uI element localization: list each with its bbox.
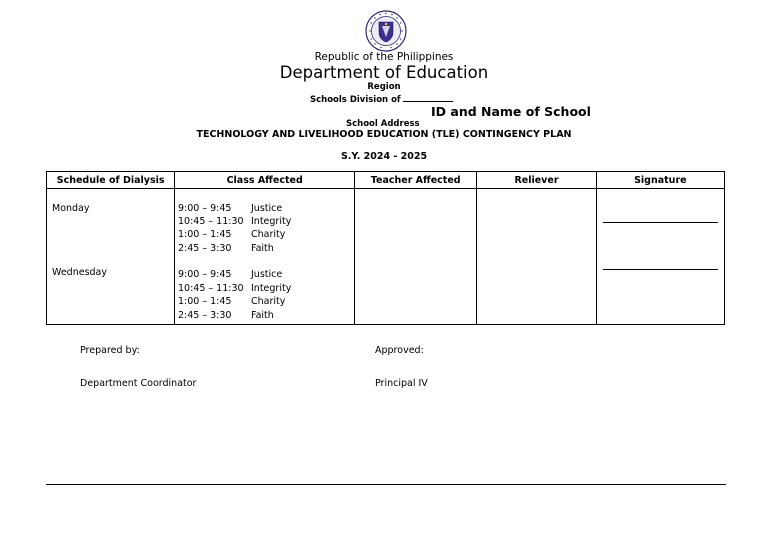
- approved-role: Principal IV: [375, 378, 428, 389]
- schedule-day-monday: Monday: [52, 203, 90, 214]
- class-line: [178, 296, 285, 307]
- prepared-by-label: Prepared by:: [80, 345, 140, 356]
- class-line: [178, 203, 282, 214]
- class-time: 1:00 – 1:45: [178, 229, 232, 240]
- plan-title: TECHNOLOGY AND LIVELIHOOD EDUCATION (TLE) CONTINGENCY PLAN: [196, 129, 572, 140]
- school-year: S.Y. 2024 - 2025: [340, 151, 428, 162]
- division-blank-line: [403, 93, 453, 102]
- cell-signature[interactable]: [596, 189, 724, 325]
- header-school-address: School Address: [346, 119, 420, 129]
- class-section: Integrity: [251, 283, 292, 294]
- signature-line-monday[interactable]: [603, 222, 718, 223]
- class-section: Charity: [251, 296, 286, 307]
- class-section: Faith: [251, 310, 274, 321]
- class-time: 10:45 – 11:30: [178, 216, 244, 227]
- class-line: [178, 243, 274, 254]
- class-line: [178, 216, 291, 227]
- class-section: Justice: [251, 203, 283, 214]
- header-region: Region: [367, 82, 401, 92]
- class-line: [178, 269, 282, 280]
- approved-label: Approved:: [375, 345, 424, 356]
- header-department: Department of Education: [279, 63, 489, 82]
- table-header-row: [47, 172, 725, 189]
- header-republic: Republic of the Philippines: [314, 51, 454, 63]
- schedule-day-wednesday: Wednesday: [52, 267, 108, 278]
- class-time: 9:00 – 9:45: [178, 203, 232, 214]
- class-time: 10:45 – 11:30: [178, 283, 244, 294]
- class-section: Integrity: [251, 216, 292, 227]
- footer-divider: [46, 484, 726, 485]
- class-section: Justice: [251, 269, 283, 280]
- class-line: [178, 310, 274, 321]
- th-schedule: Schedule of Dialysis: [47, 172, 175, 189]
- class-section: Charity: [251, 229, 286, 240]
- th-teacher-affected: Teacher Affected: [355, 172, 477, 189]
- class-time: 1:00 – 1:45: [178, 296, 232, 307]
- class-section: Faith: [251, 243, 274, 254]
- division-label: Schools Division of: [310, 95, 401, 105]
- class-time: 2:45 – 3:30: [178, 310, 232, 321]
- class-time: 2:45 – 3:30: [178, 243, 232, 254]
- cell-teacher-affected[interactable]: [355, 189, 477, 325]
- cell-reliever[interactable]: [477, 189, 596, 325]
- th-reliever: Reliever: [477, 172, 596, 189]
- th-signature: Signature: [596, 172, 724, 189]
- deped-seal-logo: [365, 10, 407, 52]
- contingency-plan-table: [46, 171, 725, 325]
- header-school-name: ID and Name of School: [431, 104, 591, 119]
- class-line: [178, 283, 291, 294]
- th-class-affected: Class Affected: [175, 172, 355, 189]
- signature-line-wednesday[interactable]: [603, 269, 718, 270]
- class-line: [178, 229, 285, 240]
- table-row: [47, 189, 725, 325]
- class-time: 9:00 – 9:45: [178, 269, 232, 280]
- prepared-role: Department Coordinator: [80, 378, 197, 389]
